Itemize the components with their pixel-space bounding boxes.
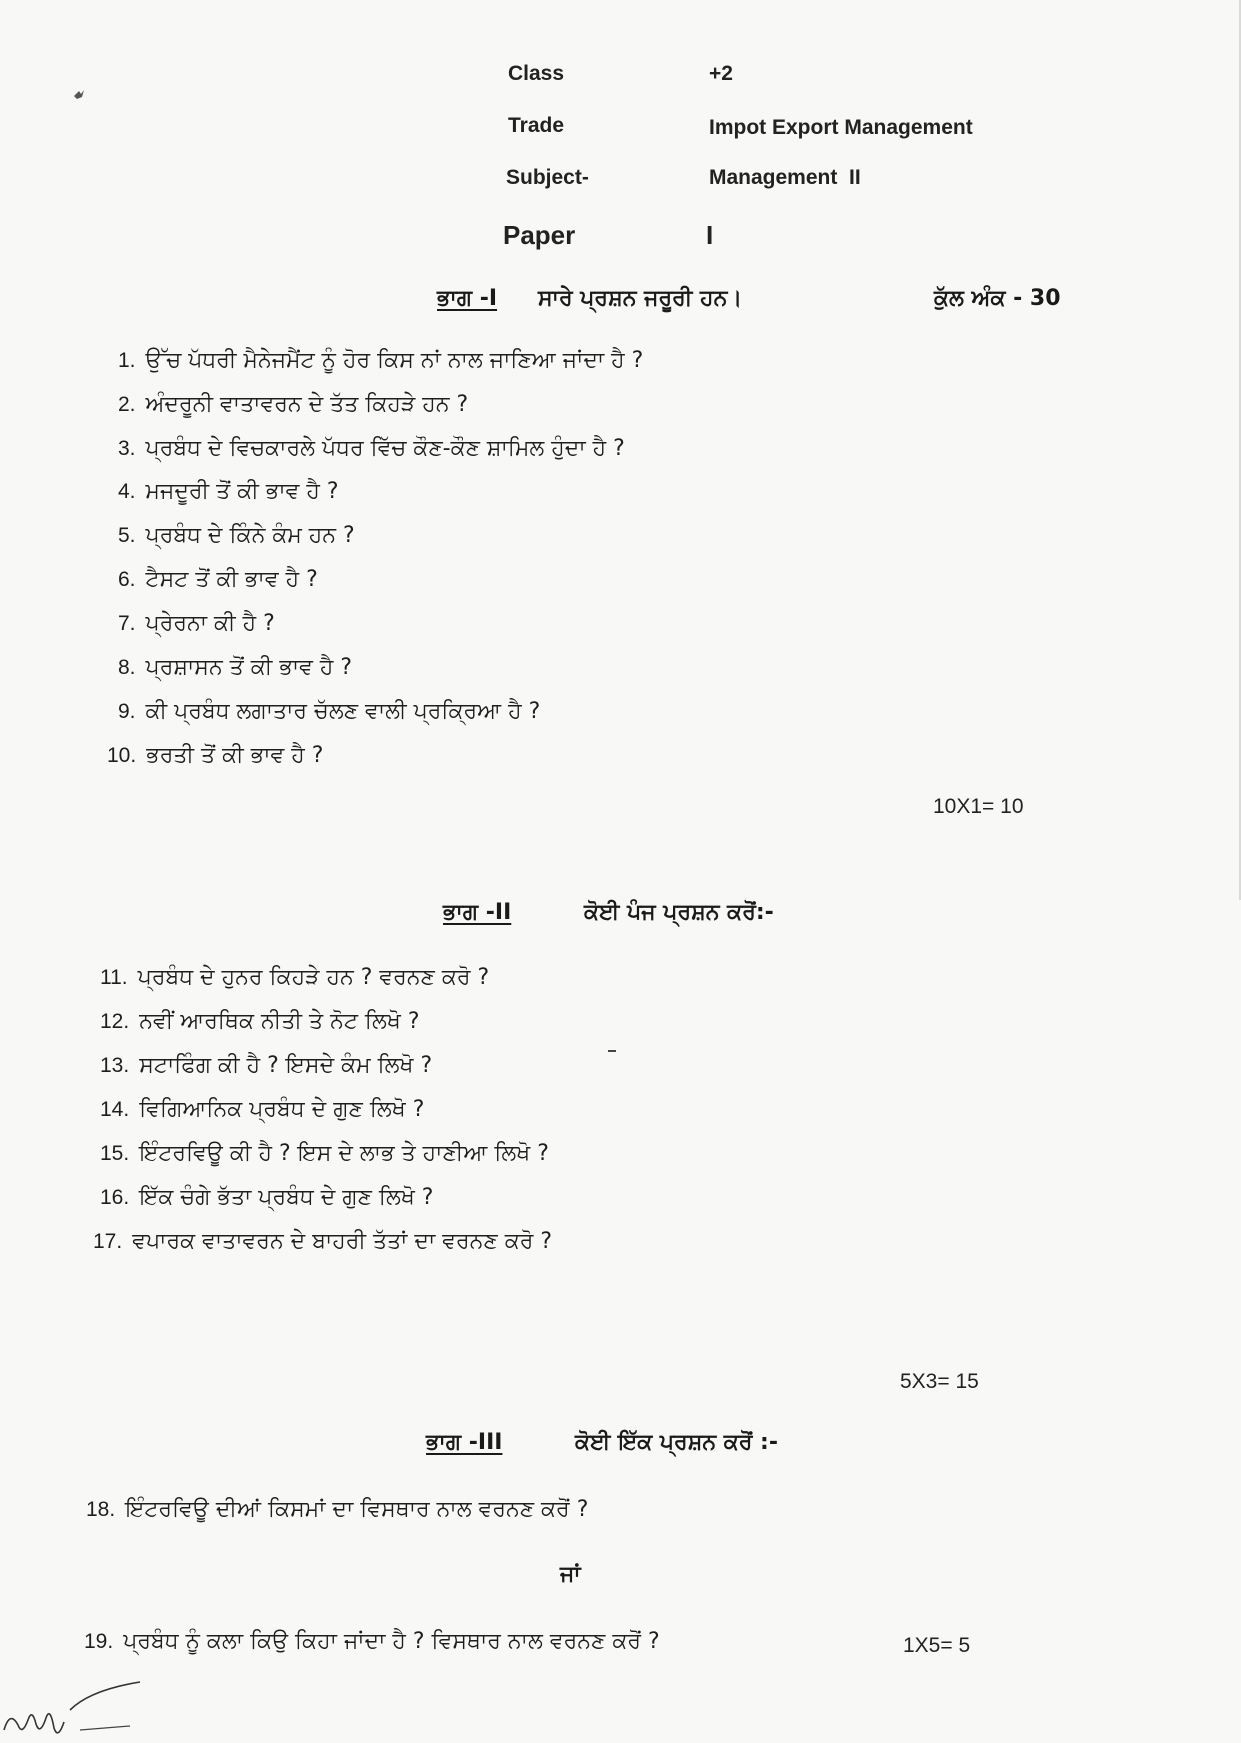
class-label: Class (508, 62, 565, 85)
question-number: 7. (118, 612, 136, 635)
question-text: ਪ੍ਰਬੰਧ ਨੂੰ ਕਲਾ ਕਿਉ ਕਿਹਾ ਜਾਂਦਾ ਹੈ ? ਵਿਸਥਾਰ ਨਾਲ ਵਰਨਣ ਕਰੋਂ ? (123, 1629, 660, 1654)
question-2 (118, 392, 468, 417)
or-separator: ਜਾਂ (560, 1562, 581, 1587)
question-10 (107, 743, 323, 768)
question-number: 5. (118, 524, 136, 547)
section-1-total-marks: ਕੁੱਲ ਅੰਕ - 30 (934, 286, 1061, 311)
question-text: ਵਿਗਿਆਨਿਕ ਪ੍ਰਬੰਧ ਦੇ ਗੁਣ ਲਿਖੋ ? (139, 1097, 425, 1122)
question-14 (100, 1097, 424, 1122)
question-number: 13. (100, 1054, 130, 1077)
section-2-instruction: ਕੋਈ ਪੰਜ ਪ੍ਰਸ਼ਨ ਕਰੋਂ:- (584, 900, 774, 925)
question-number: 10. (107, 744, 137, 767)
section-1-marks: 10X1= 10 (933, 795, 1024, 818)
question-9 (118, 699, 540, 724)
question-12 (100, 1009, 420, 1034)
question-number: 14. (100, 1098, 130, 1121)
signature-scribble (0, 1670, 150, 1743)
question-7 (118, 611, 275, 636)
question-text: ਸਟਾਫਿੰਗ ਕੀ ਹੈ ? ਇਸਦੇ ਕੰਮ ਲਿਖੋ ? (139, 1053, 433, 1078)
question-text: ਅੰਦਰੂਨੀ ਵਾਤਾਵਰਨ ਦੇ ਤੱਤ ਕਿਹੜੇ ਹਨ ? (145, 392, 469, 417)
question-13 (100, 1053, 432, 1078)
question-text: ਪ੍ਰਬੰਧ ਦੇ ਕਿੰਨੇ ਕੰਮ ਹਨ ? (145, 523, 355, 548)
question-number: 6. (118, 568, 136, 591)
question-text: ਨਵੀਂ ਆਰਥਿਕ ਨੀਤੀ ਤੇ ਨੋਟ ਲਿਖੋ ? (139, 1009, 420, 1034)
question-17 (93, 1229, 552, 1254)
page-edge-shadow (1227, 0, 1241, 900)
section-3-label: ਭਾਗ -III (426, 1430, 503, 1455)
subject-value: Management II (709, 166, 861, 189)
question-number: 3. (118, 437, 136, 460)
stray-mark (608, 1050, 616, 1052)
question-number: 1. (118, 349, 136, 372)
paper-value: I (706, 220, 714, 250)
question-text: ਪ੍ਰੇਰਨਾ ਕੀ ਹੈ ? (145, 611, 275, 636)
paper-label: Paper (503, 220, 576, 250)
question-8 (118, 655, 352, 680)
question-number: 4. (118, 480, 136, 503)
section-3-instruction: ਕੋਈ ਇੱਕ ਪ੍ਰਸ਼ਨ ਕਰੋਂ :- (575, 1430, 778, 1455)
section-3-marks: 1X5= 5 (903, 1634, 971, 1657)
question-text: ਪ੍ਰਸ਼ਾਸਨ ਤੋਂ ਕੀ ਭਾਵ ਹੈ ? (145, 655, 353, 680)
trade-label: Trade (508, 114, 565, 137)
question-text: ਭਰਤੀ ਤੋਂ ਕੀ ਭਾਵ ਹੈ ? (146, 743, 324, 768)
question-18 (86, 1497, 588, 1522)
question-number: 2. (118, 393, 136, 416)
question-number: 19. (84, 1630, 114, 1653)
question-text: ਮਜਦੂਰੀ ਤੋਂ ਕੀ ਭਾਵ ਹੈ ? (145, 479, 339, 504)
question-5 (118, 523, 355, 548)
trade-value: Impot Export Management (709, 116, 973, 139)
class-value: +2 (709, 62, 733, 85)
question-number: 8. (118, 656, 136, 679)
question-number: 15. (100, 1142, 130, 1165)
question-11 (100, 965, 489, 990)
scan-speck (72, 88, 86, 102)
question-text: ਟੈਸਟ ਤੋਂ ਕੀ ਭਾਵ ਹੈ ? (145, 567, 318, 592)
question-6 (118, 567, 318, 592)
question-16 (100, 1185, 433, 1210)
question-number: 11. (100, 966, 128, 989)
question-4 (118, 479, 339, 504)
question-text: ਇੰਟਰਵਿਊ ਦੀਆਂ ਕਿਸਮਾਂ ਦਾ ਵਿਸਥਾਰ ਨਾਲ ਵਰਨਣ ਕਰੋਂ ? (125, 1497, 589, 1522)
question-text: ਇੰਟਰਵਿਊ ਕੀ ਹੈ ? ਇਸ ਦੇ ਲਾਭ ਤੇ ਹਾਣੀਆ ਲਿਖੋ ? (139, 1141, 549, 1166)
question-text: ਪ੍ਰਬੰਧ ਦੇ ਹੁਨਰ ਕਿਹੜੇ ਹਨ ? ਵਰਨਣ ਕਰੋ ? (137, 965, 490, 990)
question-text: ਇੱਕ ਚੰਗੇ ਭੱਤਾ ਪ੍ਰਬੰਧ ਦੇ ਗੁਣ ਲਿਖੋ ? (139, 1185, 434, 1210)
question-text: ਵਪਾਰਕ ਵਾਤਾਵਰਨ ਦੇ ਬਾਹਰੀ ਤੱਤਾਂ ਦਾ ਵਰਨਣ ਕਰੋ ? (132, 1229, 553, 1254)
question-text: ਪ੍ਰਬੰਧ ਦੇ ਵਿਚਕਾਰਲੇ ਪੱਧਰ ਵਿੱਚ ਕੌਣ-ਕੌਣ ਸ਼ਾਮਿਲ ਹੁੰਦਾ ਹੈ ? (145, 436, 625, 461)
question-1 (118, 348, 643, 373)
question-3 (118, 436, 625, 461)
question-number: 17. (93, 1230, 123, 1253)
section-2-marks: 5X3= 15 (900, 1370, 979, 1393)
question-15 (100, 1141, 549, 1166)
question-number: 12. (100, 1010, 130, 1033)
question-number: 9. (118, 700, 136, 723)
section-1-instruction: ਸਾਰੇ ਪ੍ਰਸ਼ਨ ਜਰੂਰੀ ਹਨ। (538, 286, 743, 311)
question-number: 18. (86, 1498, 116, 1521)
question-text: ਉੱਚ ਪੱਧਰੀ ਮੈਨੇਜਮੈਂਟ ਨੂੰ ਹੋਰ ਕਿਸ ਨਾਂ ਨਾਲ ਜਾਣਿਆ ਜਾਂਦਾ ਹੈ ? (145, 348, 644, 373)
question-text: ਕੀ ਪ੍ਰਬੰਧ ਲਗਾਤਾਰ ਚੱਲਣ ਵਾਲੀ ਪ੍ਰਕ੍ਰਿਆ ਹੈ ? (145, 699, 541, 724)
section-2-label: ਭਾਗ -II (443, 900, 512, 925)
section-1-label: ਭਾਗ -I (437, 286, 498, 311)
question-number: 16. (100, 1186, 130, 1209)
subject-label: Subject- (506, 166, 589, 189)
question-19 (84, 1629, 660, 1654)
